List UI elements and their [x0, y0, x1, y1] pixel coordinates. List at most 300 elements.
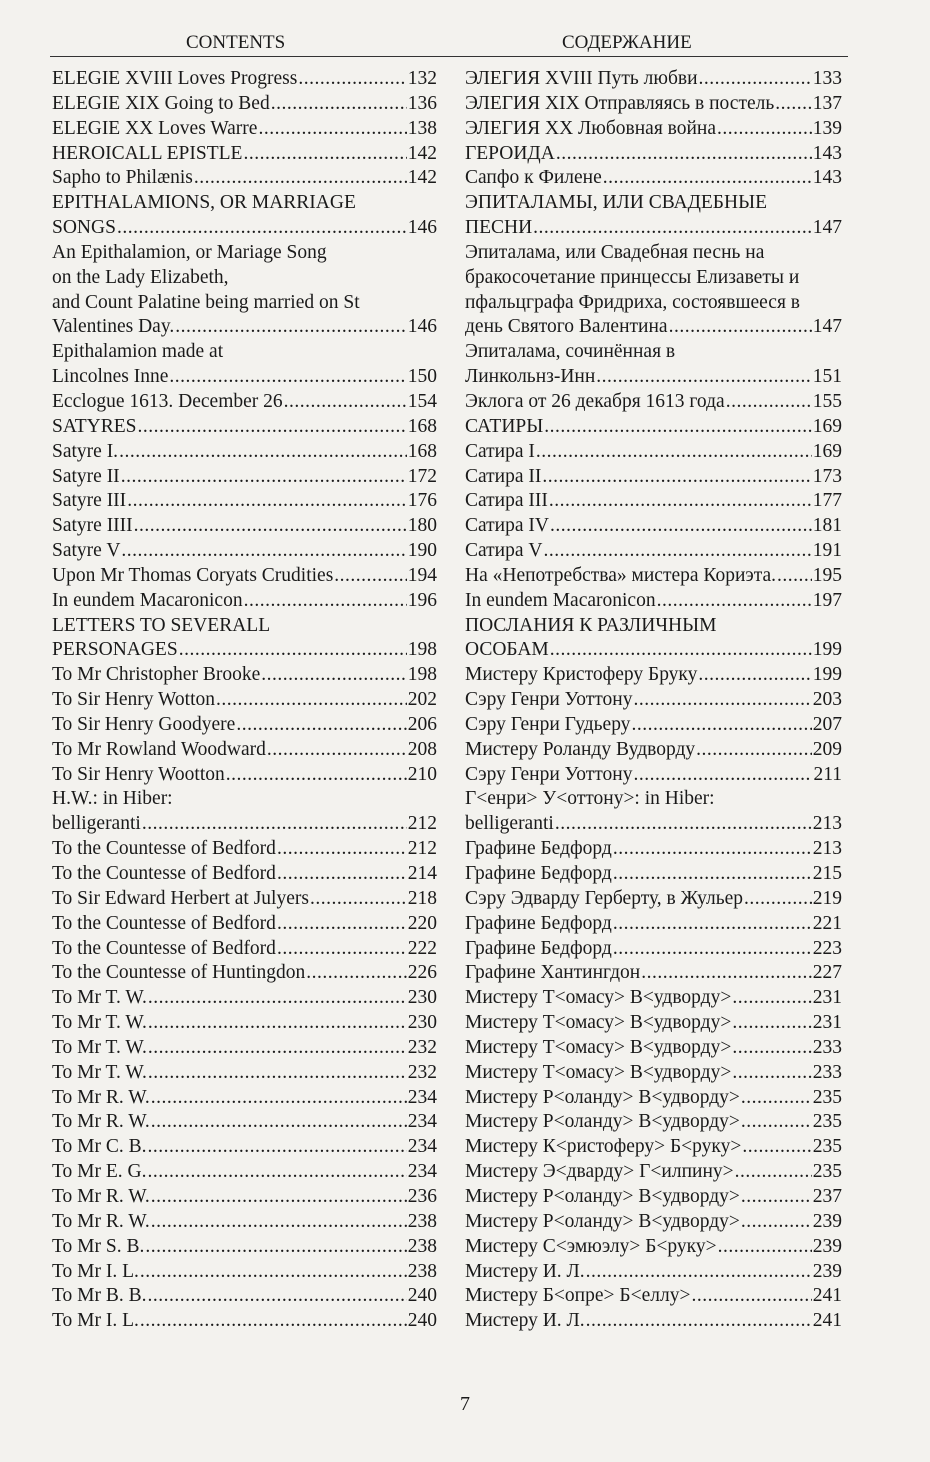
dot-leader — [271, 92, 407, 117]
dot-leader — [543, 539, 811, 564]
dot-leader — [741, 1086, 812, 1111]
toc-entry-title: To Mr B. B. — [52, 1285, 147, 1307]
dot-leader — [634, 688, 812, 713]
toc-entry-title: LETTERS TO SEVERALL — [52, 614, 271, 636]
toc-entry-title: ELEGIE XVIII Loves Progress — [52, 68, 298, 89]
toc-entry — [465, 1210, 842, 1235]
toc-entry — [465, 589, 842, 614]
toc-entry-title: ПОСЛАНИЯ К РАЗЛИЧНЫМ — [465, 614, 717, 636]
toc-entry-title: To Mr T. W. — [52, 987, 147, 1009]
toc-entry — [465, 937, 842, 962]
toc-entry — [52, 315, 437, 340]
toc-entry — [52, 663, 437, 688]
toc-entry-page: 207 — [812, 713, 842, 735]
dot-leader — [127, 489, 407, 514]
toc-entry — [465, 738, 842, 763]
toc-entry-page: 233 — [812, 1061, 842, 1083]
toc-entry — [52, 216, 437, 241]
toc-entry — [465, 1235, 842, 1260]
toc-entry-page: 236 — [407, 1185, 437, 1207]
toc-entry — [465, 638, 842, 663]
toc-entry-page: 213 — [812, 813, 842, 835]
dot-leader — [284, 390, 407, 415]
toc-entry-page: 209 — [812, 738, 842, 760]
toc-entry-page: 151 — [812, 366, 842, 388]
english-contents-column — [52, 67, 437, 1334]
toc-entry — [465, 1135, 842, 1160]
toc-entry-page: 202 — [407, 689, 437, 711]
toc-entry-title: Мистеру Б<опре> Б<еллу> — [465, 1285, 691, 1307]
toc-entry — [52, 1011, 437, 1036]
dot-leader — [145, 1235, 406, 1260]
toc-entry — [52, 291, 437, 316]
toc-entry — [465, 216, 842, 241]
toc-entry-title: Sapho to Philænis — [52, 167, 193, 189]
toc-entry-title: Эпиталама, или Свадебная песнь на — [465, 241, 765, 263]
toc-entry-title: Графине Бедфорд — [465, 912, 612, 934]
toc-entry — [465, 489, 842, 514]
toc-entry-title: To Mr I. L. — [52, 1310, 139, 1332]
toc-entry-page: 213 — [812, 838, 842, 860]
toc-entry-page: 234 — [407, 1111, 437, 1133]
toc-entry — [52, 862, 437, 887]
toc-entry-title: На «Непотребства» мистера Кориэта. — [465, 564, 777, 586]
toc-entry-title: Мистеру Т<омасу> В<удворду> — [465, 1061, 732, 1083]
dot-leader — [148, 1061, 407, 1086]
toc-entry-title: To Mr R. W. — [52, 1185, 150, 1207]
toc-entry-page: 155 — [812, 390, 842, 412]
toc-entry-page: 218 — [407, 887, 437, 909]
toc-entry-title: Satyre II — [52, 465, 120, 487]
toc-entry-title: To Mr Christopher Brooke — [52, 664, 261, 686]
toc-entry — [465, 564, 842, 589]
dot-leader — [596, 365, 811, 390]
toc-entry — [465, 663, 842, 688]
toc-entry-page: 238 — [407, 1235, 437, 1257]
toc-entry-page: 221 — [812, 912, 842, 934]
dot-leader — [732, 1011, 811, 1036]
toc-entry-page: 210 — [407, 763, 437, 785]
toc-entry-page: 226 — [407, 962, 437, 984]
toc-entry-title: Satyre V — [52, 540, 121, 562]
toc-entry — [465, 1185, 842, 1210]
toc-entry — [465, 763, 842, 788]
dot-leader — [735, 1160, 812, 1185]
toc-entry — [465, 1061, 842, 1086]
toc-entry — [52, 390, 437, 415]
dot-leader — [732, 1061, 811, 1086]
toc-entry-page: 239 — [812, 1235, 842, 1257]
toc-entry-title: день Святого Валентина — [465, 316, 668, 338]
toc-entry-title: Эклога от 26 декабря 1613 года — [465, 390, 725, 412]
dot-leader — [542, 465, 811, 490]
dot-leader — [169, 365, 406, 390]
toc-entry — [465, 713, 842, 738]
toc-entry-page: 223 — [812, 937, 842, 959]
toc-entry-title: Lincolnes Inne — [52, 366, 169, 388]
dot-leader — [310, 887, 407, 912]
toc-entry-page: 238 — [407, 1210, 437, 1232]
dot-leader — [194, 166, 407, 191]
toc-entry — [52, 1036, 437, 1061]
toc-entry — [465, 887, 842, 912]
toc-entry-page: 139 — [812, 117, 842, 139]
toc-entry-page: 146 — [407, 316, 437, 338]
toc-entry — [52, 1284, 437, 1309]
toc-entry — [465, 365, 842, 390]
toc-entry — [465, 614, 842, 639]
toc-entry-title: ПЕСНИ — [465, 217, 533, 239]
toc-entry-title: Сэру Генри Уоттону — [465, 763, 633, 785]
toc-entry-title: ЭЛЕГИЯ XIX Отправляясь в постель — [465, 92, 775, 114]
toc-entry-title: To Mr R. W. — [52, 1086, 150, 1108]
toc-entry — [465, 92, 842, 117]
toc-entry — [465, 67, 842, 92]
toc-entry-title: Сэру Эдварду Герберту, в Жульер — [465, 887, 744, 909]
dot-leader — [634, 763, 813, 788]
toc-entry-page: 143 — [812, 167, 842, 189]
toc-entry-page: 176 — [407, 490, 437, 512]
dot-leader — [613, 937, 812, 962]
toc-entry — [52, 912, 437, 937]
toc-entry-title: Мистеру Роланду Вудворду — [465, 738, 696, 760]
toc-entry — [52, 142, 437, 167]
toc-entry-title: Мистеру Р<оланду> В<удворду> — [465, 1086, 740, 1108]
dot-leader — [267, 738, 407, 763]
toc-entry-title: Мистеру Кристоферу Бруку — [465, 664, 698, 686]
toc-entry — [52, 961, 437, 986]
toc-entry-page: 232 — [407, 1061, 437, 1083]
toc-entry-title: Графине Бедфорд — [465, 937, 612, 959]
toc-entry-page: 169 — [812, 440, 842, 462]
toc-entry-title: Мистеру Р<оланду> В<удворду> — [465, 1185, 740, 1207]
toc-entry-title: SATYRES — [52, 415, 137, 437]
toc-entry-title: H.W.: in Hiber: — [52, 788, 173, 810]
dot-leader — [613, 912, 812, 937]
toc-entry-page: 234 — [407, 1161, 437, 1183]
toc-entry-title: To Mr Rowland Woodward — [52, 738, 266, 760]
dot-leader — [140, 1260, 407, 1285]
toc-entry-title: SONGS — [52, 217, 116, 239]
dot-leader — [741, 1185, 812, 1210]
toc-entry-page: 234 — [407, 1086, 437, 1108]
toc-entry — [52, 1086, 437, 1111]
dot-leader — [121, 539, 406, 564]
toc-entry-title: To Mr E. G. — [52, 1161, 147, 1183]
toc-entry — [52, 166, 437, 191]
toc-entry-title: Мистеру С<эмюэлу> Б<руку> — [465, 1235, 717, 1257]
toc-entry — [465, 340, 842, 365]
dot-leader — [556, 142, 812, 167]
toc-entry-title: PERSONAGES — [52, 639, 178, 661]
dot-leader — [657, 589, 812, 614]
dot-leader — [277, 862, 407, 887]
toc-entry-page: 241 — [812, 1310, 842, 1332]
toc-entry-page: 143 — [812, 142, 842, 164]
toc-entry-title: Upon Mr Thomas Coryats Crudities — [52, 564, 334, 586]
toc-entry-page: 235 — [812, 1136, 842, 1158]
toc-entry — [465, 1011, 842, 1036]
toc-entry-page: 238 — [407, 1260, 437, 1282]
toc-entry-page: 196 — [407, 589, 437, 611]
toc-entry — [465, 1309, 842, 1334]
toc-entry-page: 172 — [407, 465, 437, 487]
toc-entry-page: 146 — [407, 217, 437, 239]
toc-entry-title: To Sir Henry Goodyere — [52, 713, 236, 735]
dot-leader — [277, 837, 407, 862]
toc-entry — [52, 440, 437, 465]
toc-entry-page: 177 — [812, 490, 842, 512]
toc-entry-page: 240 — [407, 1285, 437, 1307]
toc-entry — [52, 1135, 437, 1160]
toc-entry — [52, 365, 437, 390]
toc-entry-page: 233 — [812, 1036, 842, 1058]
dot-leader — [148, 1011, 407, 1036]
toc-entry — [52, 986, 437, 1011]
toc-entry-title: To the Countesse of Bedford — [52, 838, 276, 860]
toc-entry — [52, 92, 437, 117]
toc-entry-title: To Mr T. W. — [52, 1036, 147, 1058]
toc-entry-title: HEROICALL EPISTLE — [52, 142, 243, 164]
toc-entry-page: 212 — [407, 813, 437, 835]
toc-entry — [52, 241, 437, 266]
toc-entry-title: belligeranti — [52, 813, 141, 835]
toc-entry-page: 191 — [812, 540, 842, 562]
dot-leader — [236, 713, 406, 738]
toc-entry — [52, 489, 437, 514]
toc-entry — [52, 812, 437, 837]
toc-entry-page: 169 — [812, 415, 842, 437]
toc-entry-title: To Sir Edward Herbert at Julyers — [52, 887, 309, 909]
toc-entry-page: 212 — [407, 838, 437, 860]
toc-entry-title: ОСОБАМ — [465, 639, 549, 661]
dot-leader — [306, 961, 407, 986]
page-number: 7 — [460, 1393, 470, 1415]
toc-entry — [465, 1086, 842, 1111]
dot-leader — [555, 812, 812, 837]
toc-entry — [52, 738, 437, 763]
dot-leader — [140, 1309, 407, 1334]
dot-leader — [641, 961, 812, 986]
toc-entry-page: 241 — [812, 1285, 842, 1307]
dot-leader — [533, 216, 812, 241]
dot-leader — [148, 1284, 407, 1309]
toc-entry-title: Мистеру Т<омасу> В<удворду> — [465, 987, 732, 1009]
toc-entry-title: To the Countesse of Bedford — [52, 863, 276, 884]
toc-entry-page: 230 — [407, 987, 437, 1009]
toc-entry-page: 154 — [407, 390, 437, 412]
toc-entry-page: 133 — [812, 68, 842, 89]
toc-entry-title: Эпиталама, сочинённая в — [465, 341, 676, 363]
toc-entry-title: To the Countesse of Bedford — [52, 937, 276, 959]
toc-entry — [465, 1036, 842, 1061]
toc-entry-page: 206 — [407, 713, 437, 735]
toc-entry — [52, 614, 437, 639]
toc-entry-page: 235 — [812, 1161, 842, 1183]
toc-entry-page: 147 — [812, 217, 842, 239]
toc-entry — [52, 67, 437, 92]
dot-leader — [175, 315, 407, 340]
toc-entry — [52, 1185, 437, 1210]
dot-leader — [277, 912, 407, 937]
toc-entry-title: on the Lady Elizabeth, — [52, 266, 229, 288]
dot-leader — [549, 489, 812, 514]
toc-entry — [465, 862, 842, 887]
dot-leader — [261, 663, 407, 688]
toc-entry — [465, 315, 842, 340]
toc-entry — [465, 266, 842, 291]
toc-entry — [465, 291, 842, 316]
toc-entry-page: 232 — [407, 1036, 437, 1058]
toc-entry-title: Графине Бедфорд — [465, 863, 612, 884]
toc-entry-page: 132 — [407, 68, 437, 89]
toc-entry — [52, 1061, 437, 1086]
dot-leader — [117, 216, 407, 241]
toc-entry — [465, 1110, 842, 1135]
dot-leader — [718, 1235, 812, 1260]
toc-entry — [52, 1110, 437, 1135]
toc-entry-page: 234 — [407, 1136, 437, 1158]
toc-entry — [465, 465, 842, 490]
toc-entry-title: Мистеру Т<омасу> В<удворду> — [465, 1036, 732, 1058]
toc-entry-title: and Count Palatine being married on St — [52, 291, 360, 313]
toc-entry-page: 137 — [812, 92, 842, 114]
toc-entry-title: пфальцграфа Фридриха, состоявшееся в — [465, 291, 801, 313]
dot-leader — [550, 514, 812, 539]
dot-leader — [243, 142, 406, 167]
toc-entry-title: Графине Бедфорд — [465, 838, 612, 860]
toc-entry — [52, 191, 437, 216]
toc-entry-title: Мистеру И. Л. — [465, 1260, 585, 1282]
toc-entry-page: 194 — [407, 564, 437, 586]
toc-entry-page: 198 — [407, 664, 437, 686]
dot-leader — [698, 663, 811, 688]
toc-entry-title: САТИРЫ — [465, 415, 544, 437]
toc-entry-title: Satyre IIII — [52, 515, 133, 537]
toc-entry-title: In eundem Macaronicon — [52, 589, 243, 611]
toc-entry-title: To the Countesse of Bedford — [52, 912, 276, 934]
toc-entry — [52, 713, 437, 738]
toc-entry — [52, 415, 437, 440]
toc-entry-page: 147 — [812, 316, 842, 338]
toc-entry-page: 235 — [812, 1086, 842, 1108]
dot-leader — [613, 862, 812, 887]
toc-entry-title: To Mr R. W. — [52, 1111, 150, 1133]
toc-entry-page: 231 — [812, 987, 842, 1009]
toc-entry — [52, 937, 437, 962]
toc-entry — [52, 1235, 437, 1260]
toc-entry-title: Сатира I — [465, 440, 535, 462]
toc-entry-page: 173 — [812, 465, 842, 487]
toc-entry-page: 203 — [812, 689, 842, 711]
toc-entry — [52, 514, 437, 539]
toc-entry-page: 197 — [812, 589, 842, 611]
toc-entry-title: An Epithalamion, or Mariage Song — [52, 241, 327, 263]
toc-entry-title: Графине Хантингдон — [465, 962, 641, 984]
toc-entry-title: To Mr I. L. — [52, 1260, 139, 1282]
dot-leader — [744, 887, 812, 912]
toc-entry-page: 215 — [812, 863, 842, 884]
toc-entry — [465, 1284, 842, 1309]
dot-leader — [741, 1210, 812, 1235]
dot-leader — [277, 937, 407, 962]
dot-leader — [717, 117, 812, 142]
toc-entry — [465, 1260, 842, 1285]
toc-entry-page: 181 — [812, 515, 842, 537]
toc-entry-page: 222 — [407, 937, 437, 959]
toc-entry-title: To Mr C. B. — [52, 1136, 147, 1158]
toc-entry-title: Satyre III — [52, 490, 127, 512]
toc-entry — [465, 191, 842, 216]
toc-entry — [52, 1309, 437, 1334]
toc-entry-page: 168 — [407, 440, 437, 462]
running-head — [50, 30, 848, 57]
toc-entry-title: To Mr R. W. — [52, 1210, 150, 1232]
toc-entry-title: Сатира III — [465, 490, 548, 512]
toc-entry-page: 150 — [407, 366, 437, 388]
toc-entry-title: ЭЛЕГИЯ XVIII Путь любви — [465, 68, 698, 89]
toc-entry-title: belligeranti — [465, 813, 554, 835]
dot-leader — [148, 1160, 407, 1185]
dot-leader — [258, 117, 406, 142]
dot-leader — [148, 1036, 407, 1061]
toc-entry-title: Мистеру Э<дварду> Г<илпину> — [465, 1161, 734, 1183]
dot-leader — [603, 166, 812, 191]
toc-entry — [465, 837, 842, 862]
dot-leader — [742, 1135, 811, 1160]
toc-entry-page: 195 — [812, 564, 842, 586]
dot-leader — [134, 514, 407, 539]
toc-entry-title: Satyre I. — [52, 440, 119, 462]
toc-entry — [52, 763, 437, 788]
dot-leader — [121, 465, 407, 490]
toc-entry — [465, 688, 842, 713]
toc-entry-title: ЭПИТАЛАМЫ, ИЛИ СВАДЕБНЫЕ — [465, 192, 768, 214]
toc-entry-title: Сэру Генри Гудьеру — [465, 713, 631, 735]
toc-entry-page: 220 — [407, 912, 437, 934]
toc-entry-title: Мистеру Р<оланду> В<удворду> — [465, 1210, 740, 1232]
toc-entry-title: Valentines Day. — [52, 316, 175, 338]
russian-contents-column — [465, 67, 842, 1334]
dot-leader — [631, 713, 811, 738]
toc-entry — [52, 589, 437, 614]
toc-entry-title: Мистеру Т<омасу> В<удворду> — [465, 1012, 732, 1034]
toc-entry — [465, 961, 842, 986]
toc-entry-title: Сатира V — [465, 540, 543, 562]
toc-entry — [52, 1260, 437, 1285]
dot-leader — [691, 1284, 811, 1309]
toc-entry-page: 180 — [407, 515, 437, 537]
dot-leader — [216, 688, 407, 713]
dot-leader — [775, 92, 812, 117]
toc-entry-page: 199 — [812, 639, 842, 661]
toc-entry-page: 211 — [813, 763, 842, 785]
dot-leader — [726, 390, 812, 415]
dot-leader — [142, 812, 407, 837]
toc-entry — [52, 688, 437, 713]
toc-entry-page: 214 — [407, 863, 437, 884]
toc-entry — [465, 415, 842, 440]
toc-entry — [52, 266, 437, 291]
toc-entry-page: 230 — [407, 1012, 437, 1034]
toc-entry — [52, 340, 437, 365]
toc-entry — [465, 241, 842, 266]
dot-leader — [696, 738, 812, 763]
toc-entry-page: 239 — [812, 1210, 842, 1232]
contents-heading-russian: СОДЕРЖАНИЕ — [562, 32, 692, 53]
toc-entry-title: To Sir Henry Wotton — [52, 689, 215, 711]
toc-entry-title: To Mr T. W. — [52, 1012, 147, 1034]
